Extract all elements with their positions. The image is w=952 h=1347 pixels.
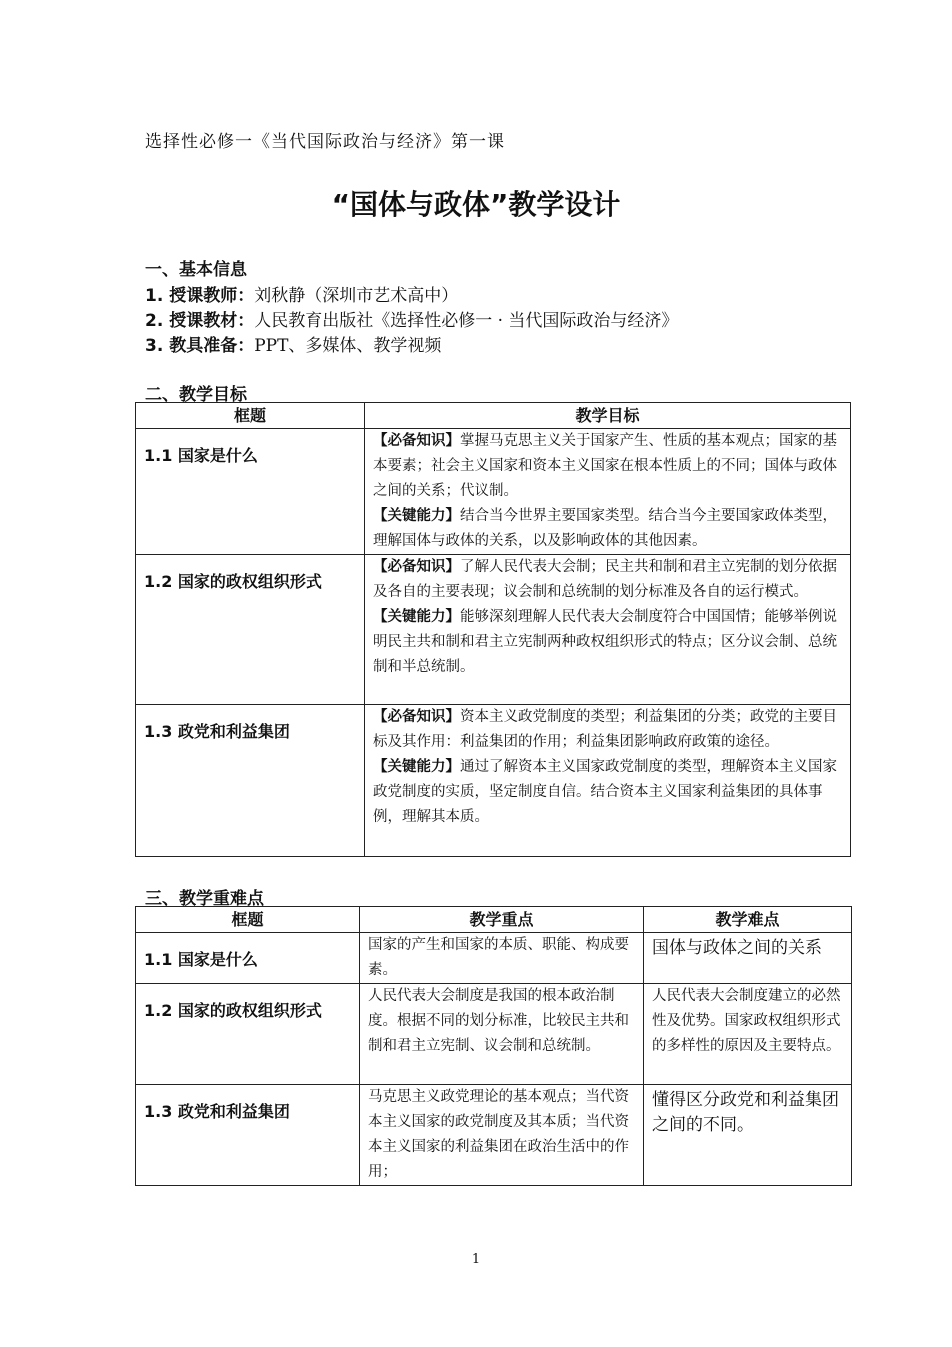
knowledge-label: 【必备知识】 <box>373 709 460 725</box>
document-title: “国体与政体”教学设计 <box>331 188 621 221</box>
info-value: 刘秋静（深圳市艺术高中） <box>254 286 459 306</box>
ability-text: 能够深刻理解人民代表大会制度符合中国国情；能够举例说明民主共和制和君主立宪制两种政权组织形式的特点；区分议会制、总统制和半总统制。 <box>373 609 837 675</box>
frame-cell: 1.1 国家是什么 <box>136 933 360 984</box>
table-row <box>136 705 851 857</box>
keys-table <box>135 906 852 1186</box>
info-value: PPT、多媒体、教学视频 <box>254 336 442 356</box>
info-label: 2. 授课教材： <box>145 311 255 331</box>
goal-cell <box>365 705 851 857</box>
goal-cell <box>365 429 851 555</box>
section-keys-heading: 三、教学重难点 <box>145 889 264 909</box>
knowledge-text: 掌握马克思主义关于国家产生、性质的基本观点；国家的基本要素；社会主义国家和资本主义国家在根本性质上的不同；国体与政体之间的关系；代议制。 <box>373 433 837 499</box>
ability-label: 【关键能力】 <box>373 508 460 524</box>
ability-label: 【关键能力】 <box>373 609 460 625</box>
goals-table <box>135 402 851 857</box>
table-row <box>136 555 851 705</box>
column-header: 框题 <box>136 907 360 933</box>
frame-cell: 1.1 国家是什么 <box>136 429 365 555</box>
section-goals-heading: 二、教学目标 <box>145 385 247 405</box>
page-number: 1 <box>471 1252 481 1267</box>
column-header: 教学重点 <box>360 907 644 933</box>
frame-cell: 1.2 国家的政权组织形式 <box>136 555 365 705</box>
frame-cell: 1.2 国家的政权组织形式 <box>136 984 360 1085</box>
difficulty-cell: 人民代表大会制度建立的必然性及优势。国家政权组织形式的多样性的原因及主要特点。 <box>644 984 852 1085</box>
column-header: 教学难点 <box>644 907 852 933</box>
course-subtitle: 选择性必修一《当代国际政治与经济》第一课 <box>145 132 505 152</box>
key-point-cell: 马克思主义政党理论的基本观点；当代资本主义国家的政党制度及其本质；当代资本主义国家的利益集团在政治生活中的作用； <box>360 1085 644 1186</box>
key-point-cell: 国家的产生和国家的本质、职能、构成要素。 <box>360 933 644 984</box>
column-header: 教学目标 <box>365 403 851 429</box>
info-label: 1. 授课教师： <box>145 286 255 306</box>
key-point-cell: 人民代表大会制度是我国的根本政治制度。根据不同的划分标准，比较民主共和制和君主立宪制、议会制和总统制。 <box>360 984 644 1085</box>
goal-cell <box>365 555 851 705</box>
info-row-textbook <box>145 306 678 331</box>
info-row-teacher <box>145 281 458 306</box>
ability-text: 结合当今世界主要国家类型。结合当今主要国家政体类型，理解国体与政体的关系，以及影响政体的其他因素。 <box>373 508 837 549</box>
knowledge-text: 资本主义政党制度的类型；利益集团的分类；政党的主要目标及其作用：利益集团的作用；利益集团影响政府政策的途径。 <box>373 709 837 750</box>
table-row <box>136 429 851 555</box>
table-header-row <box>136 907 852 933</box>
section-basic-heading: 一、基本信息 <box>145 260 247 280</box>
knowledge-text: 了解人民代表大会制；民主共和制和君主立宪制的划分依据及各自的主要表现；议会制和总统制的划分标准及各自的运行模式。 <box>373 559 837 600</box>
info-label: 3. 教具准备： <box>145 336 255 356</box>
column-header: 框题 <box>136 403 365 429</box>
table-row <box>136 933 852 984</box>
difficulty-cell: 懂得区分政党和利益集团之间的不同。 <box>644 1085 852 1186</box>
knowledge-label: 【必备知识】 <box>373 433 460 449</box>
difficulty-cell: 国体与政体之间的关系 <box>644 933 852 984</box>
frame-cell: 1.3 政党和利益集团 <box>136 1085 360 1186</box>
table-header-row <box>136 403 851 429</box>
info-value: 人民教育出版社《选择性必修一 · 当代国际政治与经济》 <box>254 311 679 331</box>
knowledge-label: 【必备知识】 <box>373 559 460 575</box>
info-row-tools <box>145 331 441 356</box>
table-row <box>136 984 852 1085</box>
frame-cell: 1.3 政党和利益集团 <box>136 705 365 857</box>
table-row <box>136 1085 852 1186</box>
ability-text: 通过了解资本主义国家政党制度的类型，理解资本主义国家政党制度的实质，坚定制度自信。结合资本主义国家利益集团的具体事例，理解其本质。 <box>373 759 837 825</box>
ability-label: 【关键能力】 <box>373 759 460 775</box>
